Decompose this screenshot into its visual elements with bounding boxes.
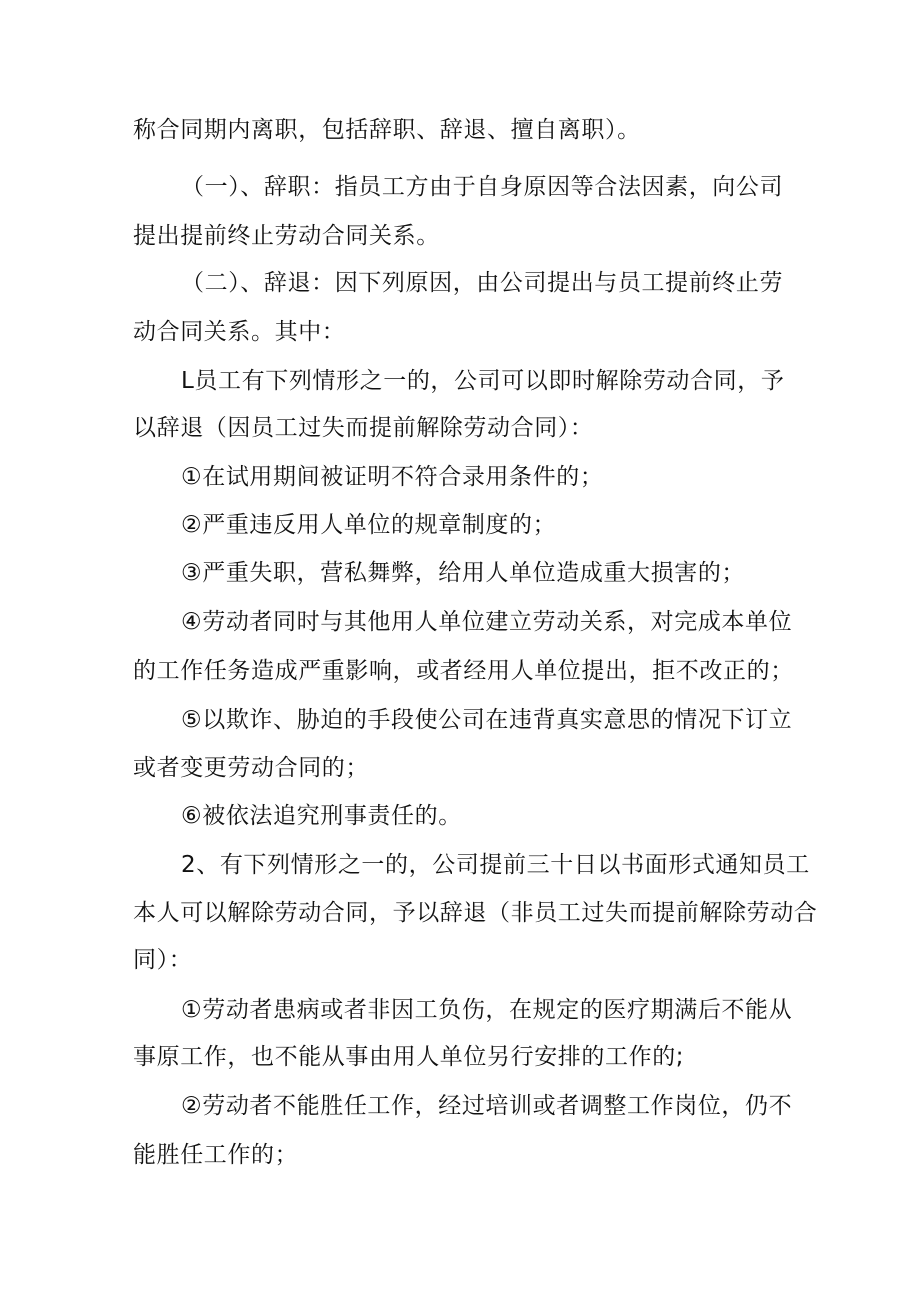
paragraph-line: 2、有下列情形之一的，公司提前三十日以书面形式通知员工 [181,852,810,878]
list-item: ④劳动者同时与其他用人单位建立劳动关系，对完成本单位 [181,609,793,635]
paragraph-line: 称合同期内离职，包括辞职、辞退、擅自离职）。 [133,117,641,143]
paragraph-line: （二）、辞退：因下列原因，由公司提出与员工提前终止劳 [181,270,784,296]
paragraph-line: 动合同关系。其中： [133,319,346,345]
list-item: ①在试用期间被证明不符合录用条件的； [181,464,604,490]
paragraph-line: 能胜任工作的； [133,1142,299,1168]
list-item: ①劳动者患病或者非因工负伤，在规定的医疗期满后不能从 [181,997,793,1023]
list-item: ②劳动者不能胜任工作，经过培训或者调整工作岗位，仍不 [181,1093,793,1119]
list-item: ⑤以欺诈、胁迫的手段使公司在违背真实意思的情况下订立 [181,707,793,733]
paragraph-line: 同）： [133,947,193,973]
paragraph-line: （一）、辞职：指员工方由于自身原因等合法因素，向公司 [181,174,784,200]
paragraph-line: 事原工作，也不能从事由用人单位另行安排的工作的; [133,1044,685,1070]
list-item: ⑥被依法追究刑事责任的。 [181,803,462,829]
paragraph-line: 或者变更劳动合同的； [133,755,369,781]
paragraph-line: 提出提前终止劳动合同关系。 [133,223,440,249]
list-item: ③严重失职，营私舞弊，给用人单位造成重大损害的； [181,560,746,586]
list-item: ②严重违反用人单位的规章制度的； [181,512,557,538]
paragraph-line: 本人可以解除劳动合同，予以辞退（非员工过失而提前解除劳动合 [133,900,818,926]
paragraph-line: 的工作任务造成严重影响，或者经用人单位提出，拒不改正的； [133,658,794,684]
paragraph-line: 以辞退（因员工过失而提前解除劳动合同）： [133,415,594,441]
paragraph-line: L员工有下列情形之一的，公司可以即时解除劳动合同，予 [181,368,785,394]
